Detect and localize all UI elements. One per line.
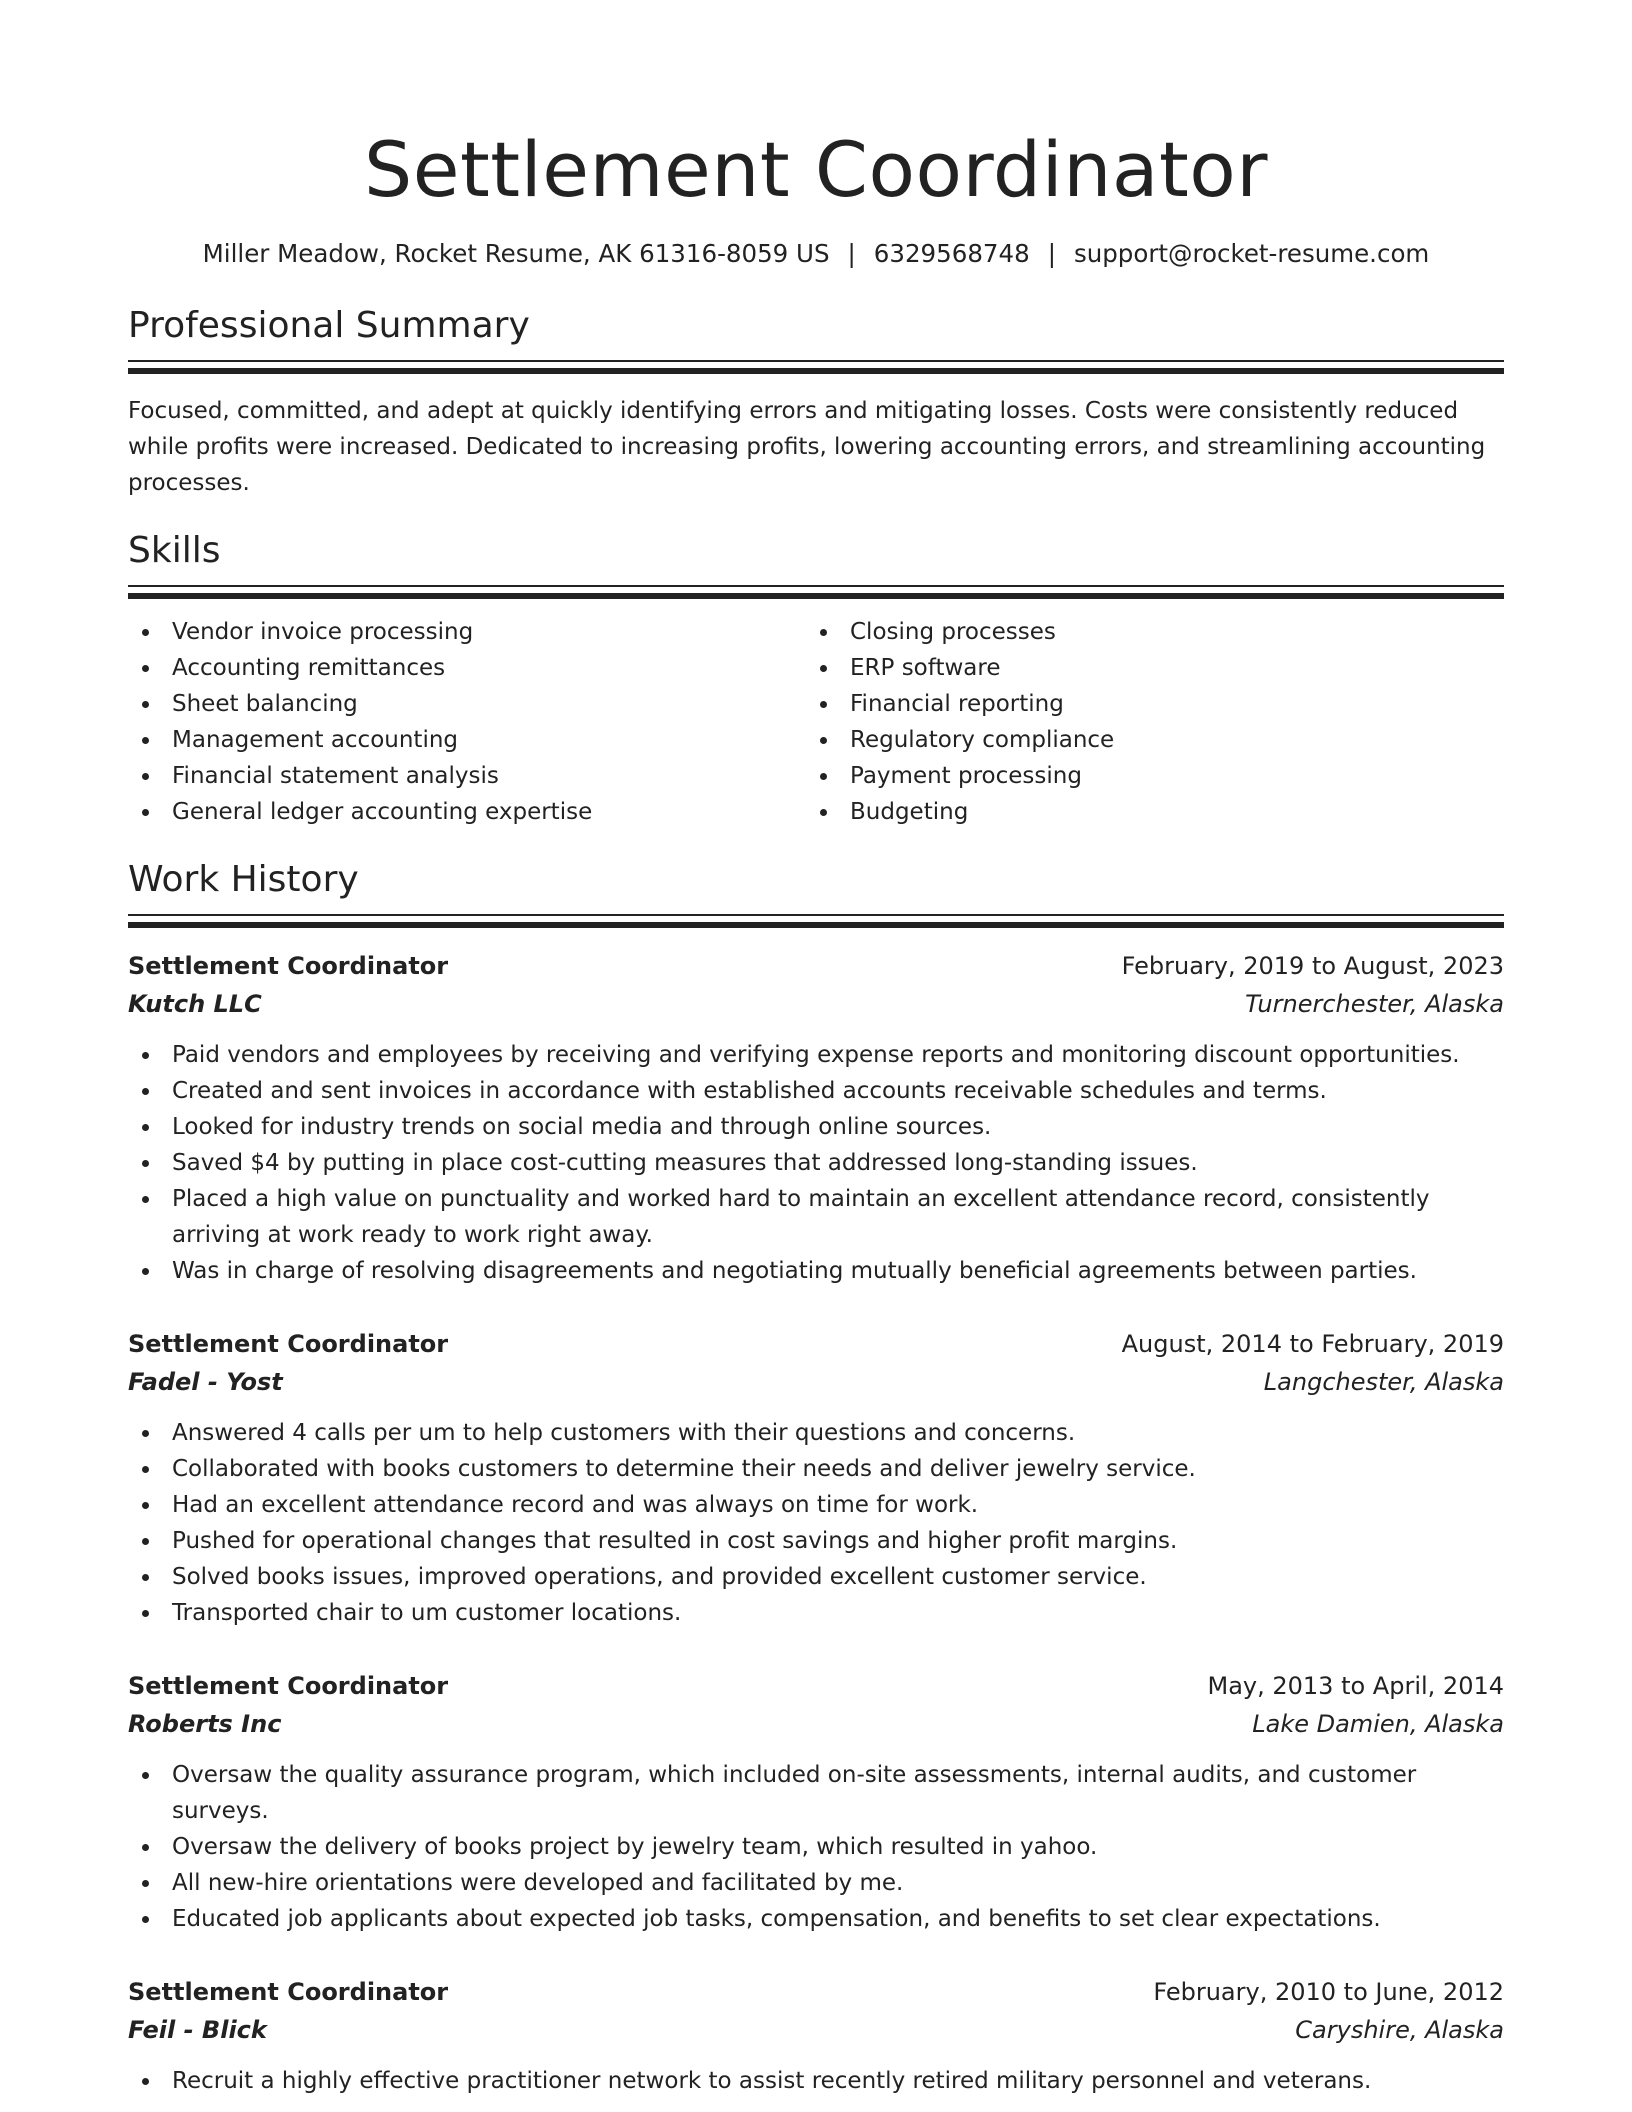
skill-item: Financial statement analysis [172,758,806,794]
job-bullet: Looked for industry trends on social media and through online sources. [172,1109,1504,1145]
job-title: Settlement Coordinator [128,1978,449,2006]
job-bullets [128,1415,1504,1631]
skills-grid [128,614,1504,830]
resume-name: Settlement Coordinator [364,125,1268,214]
job-location: Turnerchester, Alaska [1245,990,1504,1018]
job-bullets [128,1757,1504,1937]
job-location: Caryshire, Alaska [1295,2016,1504,2044]
job-dates: February, 2019 to August, 2023 [1121,952,1504,980]
skill-item: Accounting remittances [172,650,806,686]
job-bullet: Collaborated with books customers to determine their needs and deliver jewelry service. [172,1451,1504,1487]
job-company: Feil - Blick [128,2016,267,2044]
job-bullet: Answered 4 calls per um to help customers with their questions and concerns. [172,1415,1504,1451]
job-bullet: Had an excellent attendance record and was always on time for work. [172,1487,1504,1523]
job-dates: May, 2013 to April, 2014 [1207,1672,1504,1700]
job-company: Roberts Inc [128,1710,282,1738]
skill-item: ERP software [850,650,1484,686]
skill-item: Payment processing [850,758,1484,794]
job-entry [128,1667,1504,1937]
job-bullets [128,2063,1504,2099]
work-history-section [128,858,1504,2099]
job-company: Kutch LLC [128,990,262,1018]
job-bullet: Paid vendors and employees by receiving and verifying expense reports and monitoring discount opportunities. [172,1037,1504,1073]
job-title: Settlement Coordinator [128,1330,449,1358]
contact-address: Miller Meadow, Rocket Resume, AK 61316-8059 US [202,239,830,268]
job-entry [128,1325,1504,1631]
section-title-summary: Professional Summary [128,305,530,346]
job-bullet: Recruit a highly effective practitioner network to assist recently retired military personnel and veterans. [172,2063,1504,2099]
skill-item: Financial reporting [850,686,1484,722]
contact-email: support@rocket-resume.com [1073,239,1430,268]
job-bullet: Was in charge of resolving disagreements and negotiating mutually beneficial agreements between parties. [172,1253,1504,1289]
job-bullet: Placed a high value on punctuality and worked hard to maintain an excellent attendance record, consistently arriving at work ready to work right away. [172,1181,1504,1253]
job-company: Fadel - Yost [128,1368,283,1396]
job-bullet: Oversaw the delivery of books project by jewelry team, which resulted in yahoo. [172,1829,1504,1865]
skill-item: Vendor invoice processing [172,614,806,650]
job-bullet: Oversaw the quality assurance program, which included on-site assessments, internal audits, and customer surveys. [172,1757,1504,1829]
job-bullet: Transported chair to um customer locations. [172,1595,1504,1631]
section-divider [128,914,1504,929]
job-location: Lake Damien, Alaska [1252,1710,1504,1738]
skill-item: Budgeting [850,794,1484,830]
job-title: Settlement Coordinator [128,1672,449,1700]
job-entry [128,1973,1504,2099]
skills-section [128,529,1504,830]
job-entry [128,947,1504,1289]
skill-item: Sheet balancing [172,686,806,722]
job-bullet: Pushed for operational changes that resulted in cost savings and higher profit margins. [172,1523,1504,1559]
skill-item: Closing processes [850,614,1484,650]
job-bullets [128,1037,1504,1289]
summary-text: Focused, committed, and adept at quickly identifying errors and mitigating losses. Costs were consistently reduced while profits were increased. Dedicated to increasing profits, lowering accounting errors, and streamlining accounting processes. [128,398,1486,496]
job-bullet: Educated job applicants about expected job tasks, compensation, and benefits to set clear expectations. [172,1901,1504,1937]
section-divider [128,585,1504,600]
job-title: Settlement Coordinator [128,952,449,980]
contact-separator: | [847,239,856,268]
section-divider [128,360,1504,375]
job-dates: August, 2014 to February, 2019 [1121,1330,1504,1358]
job-dates: February, 2010 to June, 2012 [1153,1978,1504,2006]
skills-column-left [128,614,806,830]
skills-column-right [806,614,1484,830]
job-bullet: Solved books issues, improved operations, and provided excellent customer service. [172,1559,1504,1595]
skill-item: General ledger accounting expertise [172,794,806,830]
job-bullet: Created and sent invoices in accordance with established accounts receivable schedules and terms. [172,1073,1504,1109]
skill-item: Regulatory compliance [850,722,1484,758]
professional-summary-section [128,304,1504,501]
skill-item: Management accounting [172,722,806,758]
contact-line [128,238,1504,270]
section-title-skills: Skills [128,530,221,571]
job-location: Langchester, Alaska [1263,1368,1504,1396]
job-bullet: Saved $4 by putting in place cost-cutting measures that addressed long-standing issues. [172,1145,1504,1181]
resume-page [128,0,1504,2099]
section-title-work-history: Work History [128,859,359,900]
contact-separator: | [1047,239,1056,268]
job-bullet: All new-hire orientations were developed and facilitated by me. [172,1865,1504,1901]
contact-phone: 6329568748 [873,239,1030,268]
